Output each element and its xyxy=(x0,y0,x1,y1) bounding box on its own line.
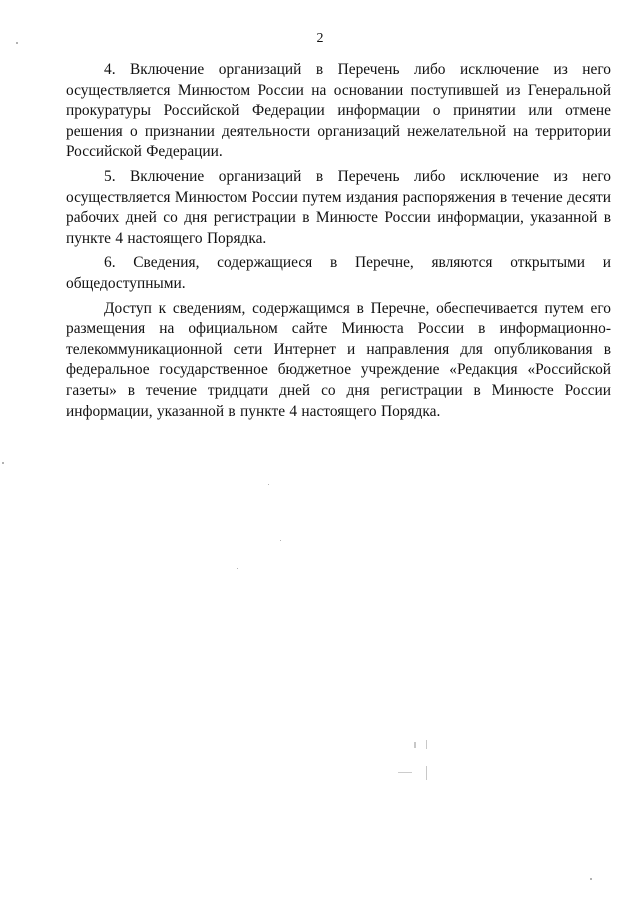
scan-speck xyxy=(280,540,281,541)
page-number: 2 xyxy=(316,31,324,46)
scan-speck xyxy=(414,742,416,748)
scan-speck xyxy=(237,568,238,569)
paragraph-item-6: 6. Сведения, содержащиеся в Перечне, являются открытыми и общедоступными. xyxy=(66,254,611,292)
document-body xyxy=(66,60,611,422)
scan-speck xyxy=(16,42,18,44)
paragraph-access: Доступ к сведениям, содержащимся в Перечне, обеспечивается путем его размещения на официальном сайте Минюста России в информационно-телекоммуникационной сети Интернет и направления для опубликования в федеральное государственное бюджетное учреждение «Редакция «Российской газеты» в течение тридцати дней со дня регистрации в Минюсте России информации, указанной в пункте 4 настоящего Порядка. xyxy=(66,299,611,420)
scan-speck xyxy=(426,766,427,780)
scan-speck xyxy=(2,462,4,464)
paragraph-item-5: 5. Включение организаций в Перечень либо исключение из него осуществляется Минюстом России путем издания распоряжения в течение десяти рабочих дней со дня регистрации в Минюсте России информации, указанной в пункте 4 настоящего Порядка. xyxy=(66,167,611,247)
scan-speck xyxy=(268,484,269,485)
scan-speck xyxy=(426,740,427,749)
scan-speck xyxy=(590,878,592,880)
scan-speck xyxy=(398,772,412,773)
paragraph-item-4: 4. Включение организаций в Перечень либо исключение из него осуществляется Минюстом России на основании поступившей из Генеральной прокуратуры Российской Федерации информации о принятии или отмене решения о признании деятельности организаций нежелательной на территории Российской Федерации. xyxy=(66,61,611,161)
